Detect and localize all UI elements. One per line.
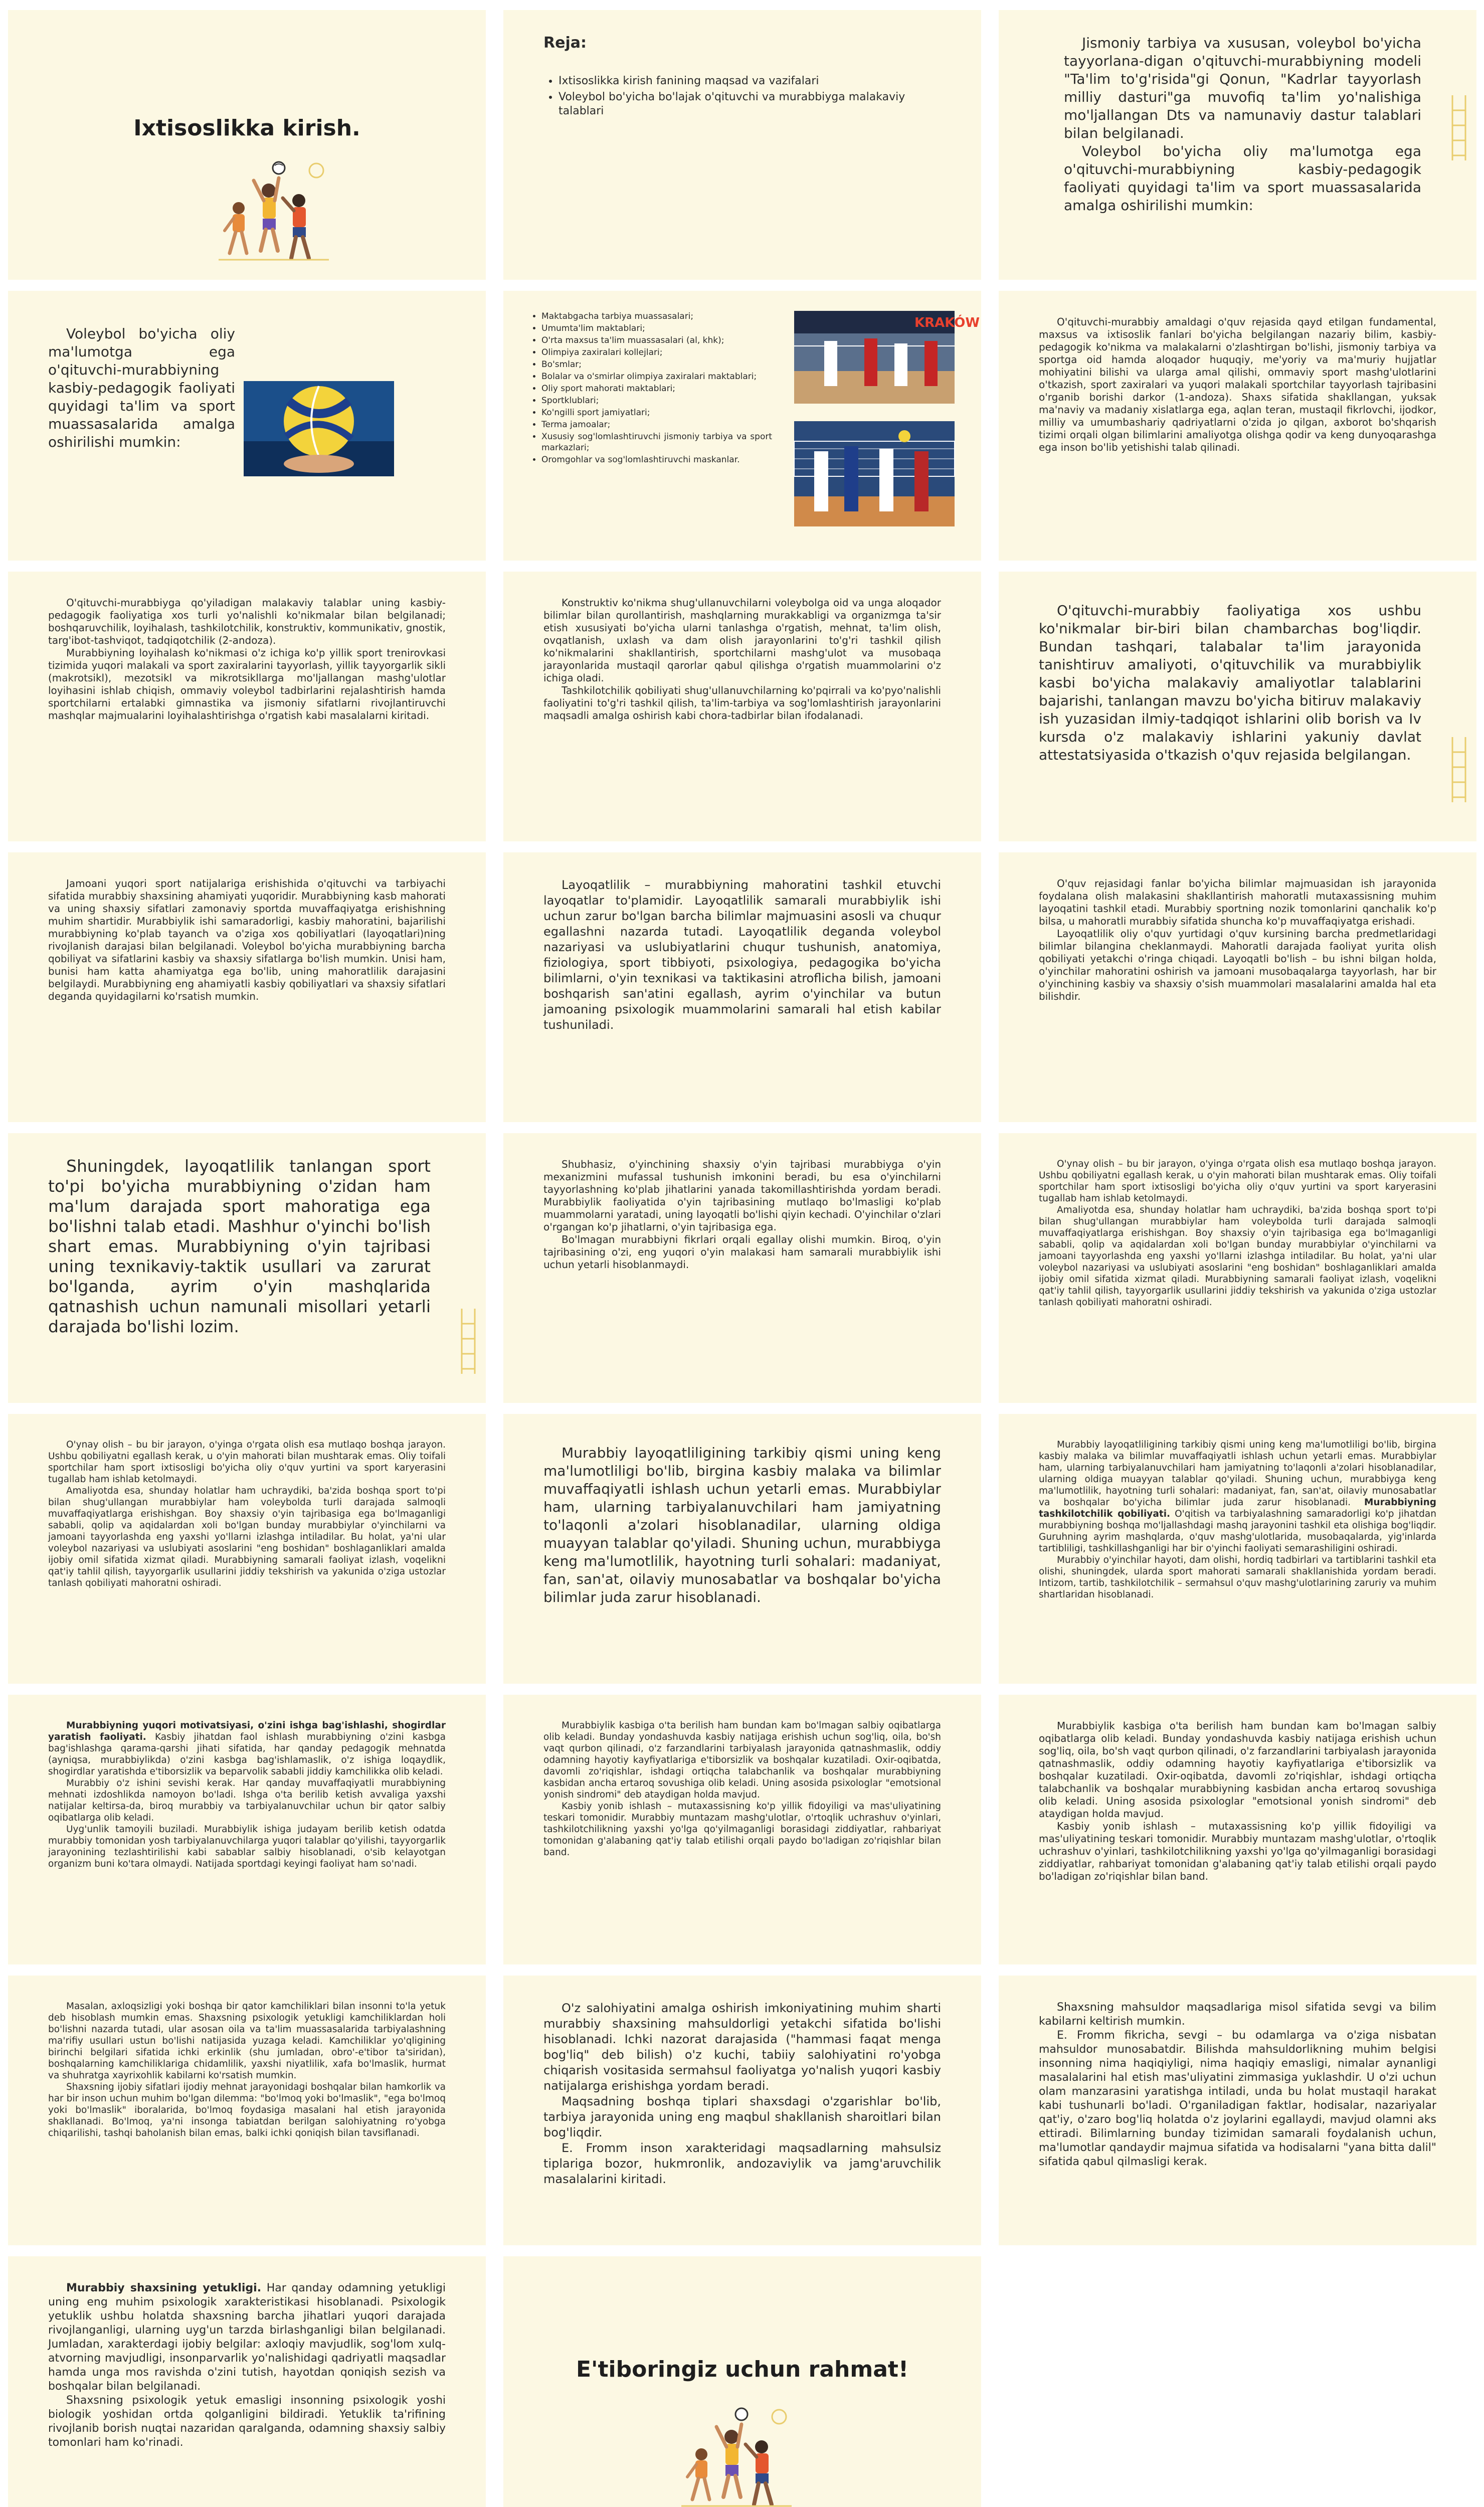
list-item: • Ko'ngilli sport jamiyatlari; <box>541 407 772 418</box>
paragraph: Uyg'unlik tamoyili buziladi. Murabbiylik ishiga judayam berilib ketish odatda murabbiy tomonidan yosh tarbiyalanuvchilarga yuqori talablar qo'yilishi, tayyorgarlik jarayonining tezlashtirilishi kabi sabablar salbiy hisoblanadi, o'sib kelayotgan organizm buni ko'tara olmaydi. Natijada sportdagi keyingi faoliyat ham so'nadi. <box>48 1824 446 1869</box>
list-item: • Oromgohlar va sog'lomlashtiruvchi maskanlar. <box>541 454 772 465</box>
paragraph: Kasbiy yonib ishlash – mutaxassisning ko'p yillik fidoyiligi va mas'uliyatining teskari tomonidir. Murabbiy muntazam mashg'ulotlar, o'rtoqlik uchrashuv o'yinlari, tashkilotchilikning yaxshi yo'lga qo'yilmaganligi borasidagi ziddiyatlar, rahbariyat tomonidan g'alabaning qat'iy talab etilishi orqali paydo bo'ladigan zo'riqishlar bilan band. <box>1039 1820 1436 1882</box>
slide-institutions[interactable] <box>503 291 981 561</box>
slide-burnout-repeat[interactable] <box>999 1695 1476 1964</box>
slide-title-text: Ixtisoslikka kirish. <box>133 115 360 141</box>
list-item: • Olimpiya zaxiralari kollejlari; <box>541 347 772 358</box>
volleyball-players-illustration <box>219 160 334 266</box>
slide-model[interactable] <box>999 10 1476 280</box>
paragraph: E. Fromm fikricha, sevgi – bu odamlarga va o'ziga nisbatan mahsuldor munosabatdir. Bilishda mahsuldorlikning muhim belgisi insonning nima haqiqiyligi, nima haqiqiy emasligi, nimalar aynanligi masalalarini hal etish mas'uliyatini zimmasiga yuklashdir. U o'zi uchun olam manzarasini yaratishga intiladi, unda bu holat mustaqil harakat kabi tushunarli bo'ladi. O'rganiladigan faktlar, hodisalar, nazariyalar qat'iy, o'zaro bog'liq holatda o'z joylarini egallaydi, mavjud olamni aks ettiradi. Bilimlarning bunday tizimidan samarali foydalanish uchun, ma'lumotlar qandaydir majmua sifatida va hodisalarni "yana bitta dalil" sifatida qabul qilmasligi kerak. <box>1039 2029 1436 2168</box>
paragraph: Murabbiylik kasbiga o'ta berilish ham bundan kam bo'lmagan salbiy oqibatlarga olib keladi. Bunday yondashuvda kasbiy natijaga erishish uchun sog'liq, oila, bo'sh vaqt qurbon qilinadi, o'z farzandlarini tarbiyalash jarayonida qatnashmaslik, oddiy odamning hayotiy kayfiyatlariga e'tiborsizlik va boshqalar kuzatiladi. Oxir-oqibatda, davomli zo'riqishlar, ishdagi ortiqcha talabchanlik va boshqalar murabbiyning kasbidan ancha ertaroq sovushiga olib keladi. Uning asosida psixologlar "emotsional yonish sindromi" deb ataydigan holda mavjud. <box>543 1720 941 1800</box>
slide-body <box>48 325 235 451</box>
slide-body <box>543 1444 941 1606</box>
paragraph: O'ynay olish – bu bir jarayon, o'yinga o'rgata olish esa mutlaqo boshqa jarayon. Ushbu qobiliyatni egallash kerak, u o'yin mahorati bilan mushtarak emas. Oliy toifali sportchilar ham sport ixtisosligi bo'yicha oliy o'quv yurtini va sport karyerasini tugallab ham ishlab ketolmaydi. <box>1039 1159 1436 1204</box>
paragraph: Shaxsning mahsuldor maqsadlariga misol sifatida sevgi va bilim kabilarni keltirish mumkin. <box>1039 2001 1436 2028</box>
slide-plan[interactable] <box>503 10 981 280</box>
list-item: • O'rta maxsus ta'lim muassasalari (al, khk); <box>541 335 772 346</box>
slide-title[interactable] <box>8 10 486 280</box>
paragraph: Murabbiy o'z ishini sevishi kerak. Har qanday muvaffaqiyatli murabbiyning mehnati izdoshlikda namoyon bo'ladi. Ishga o'ta berilib ketish avvaliga yaxshi natijalar keltirsa-da, biroq murabbiy va tarbiyalanuvchilar uchun bir qator salbiy oqibatlarga olib keladi. <box>48 1778 446 1823</box>
slide-body <box>543 597 941 722</box>
paragraph: Kasbiy yonib ishlash – mutaxassisning ko'p yillik fidoyiligi va mas'uliyatining teskari tomonidir. Murabbiy muntazam mashg'ulotlar, o'rtoqlik uchrashuv o'yinlari, tashkilotchilikning yaxshi yo'lga qo'yilmaganligi borasidagi ziddiyatlar, rahbariyat tomonidan g'alabaning qat'iy talab etilishi orqali paydo bo'ladigan zo'riqishlar bilan band. <box>543 1801 941 1858</box>
slide-teaching-ability[interactable] <box>999 1133 1476 1403</box>
slide-sport-mastery[interactable] <box>8 1133 486 1403</box>
list-item: • Oliy sport mahorati maktablari; <box>541 383 772 394</box>
paragraph: Konstruktiv ko'nikma shug'ullanuvchilarni voleybolga oid va unga aloqador bilimlar bilan qurollantirish, mashqlarning murakkabligi va organizmga ta'sir etish xususiyati bo'yicha ularni tanlashga o'rgatish, mehnat, ta'lim olish, ovqatlanish, uxlash va dam olish jarayonlarini to'g'ri tashkil qilish ko'nikmalarini shakllantirish, sportchilarni mashg'ulot va musobaqa jarayonlarida mustaqil qarorlar qabul qilishga o'rgatish muammolarini o'z ichiga oladi. <box>543 597 941 684</box>
slide-interconnection[interactable] <box>999 572 1476 841</box>
list-item: • Umumta'lim maktablari; <box>541 323 772 334</box>
slide-productivity[interactable] <box>503 1976 981 2245</box>
slide-thanks[interactable] <box>503 2256 981 2507</box>
paragraph: O'ynay olish – bu bir jarayon, o'yinga o'rgata olish esa mutlaqo boshqa jarayon. Ushbu qobiliyatni egallash kerak, u o'yin mahorati bilan mushtarak emas. Oliy toifali sportchilar ham sport ixtisosligi bo'yicha oliy o'quv yurtini va sport karyerasini tugallab ham ishlab ketolmaydi. <box>48 1440 446 1485</box>
paragraph: Shubhasiz, o'yinchining shaxsiy o'yin tajribasi murabbiyga o'yin mexanizmini mufassal tushunish imkonini beradi, bu esa o'yinchilarni tayyorlashning ko'plab jihatlarini yanada takomillashtirishda yordam beradi. Murabbiylik faoliyatida o'yin tajribasining mutlaqo bo'lmasligi ko'plab muammolarni yaratadi, uning layoqatli bo'lishi qiyin kechadi. O'yinchilar o'zlari o'rgangan ko'p jihatlarni, o'yin tajribasiga ega. <box>543 1158 941 1233</box>
slide-body <box>48 1156 431 1337</box>
slide-body <box>48 597 446 722</box>
paragraph-text: O'qitish va tarbiyalashning samaradorligi ko'p jihatdan murabbiyning boshqa mo'ljallashdagi mashq jarayonini tashkil eta olishiga bog'liqdir. Guruhning ayrim mashqlarda, o'quv mashg'ulotlarida, musobaqalarda, yig'inlarda tartibliligi, tashkillashganligi har bir o'yinchi faoliyati semarashiligini oshiradi. <box>1039 1509 1436 1554</box>
paragraph: Tashkilotchilik qobiliyati shug'ullanuvchilarning ko'pqirrali va ko'pyo'nalishli faoliyatini to'g'ri tashkil qilish, ta'lim-tarbiya va sog'lomlashtirish jarayonlarini maqsadli amalga oshirish kabi chora-tadbirlar bilan ifodalanadi. <box>543 684 941 722</box>
paragraph: O'qituvchi-murabbiyga qo'yiladigan malakaviy talablar uning kasbiy-pedagogik faoliyatiga xos turli yo'nalishli ko'nikmalar bilan belgilanadi; boshqaruvchilik, loyihalash, tashkilotchilik, konstruktiv, kommunikativ, gnostik, targ'ibot-tashviqot, tadqiqotchilik (2-andoza). <box>48 597 446 646</box>
paragraph: Amaliyotda esa, shunday holatlar ham uchraydiki, ba'zida boshqa sport to'pi bilan shug'ullangan murabbiylar ham voleybolda turli darajada salmoqli muvaffaqiyatlarga erishishgan. Boy shaxsiy o'yin tajribasiga ega bo'lmaganligi sababli, qolip va aqidalardan xoli bo'lgan bunday murabbiylar o'yinchilarni va jamoani tayyorlashda eng yaxshi yo'llarni izlashga intiladilar. Bu holat, ya'ni ular voleybol nazariyasi va uslubiyati asoslarini "eng boshidan" boshlaganliklari amalda ijobiy omil sifatida xizmat qiladi. Murabbiyning samarali faoliyat izlash, voqelikni qat'iy tahlil qilish, tayyorgarlik usullarini jiddiy tekshirish va yakunida o'ziga ustozlar tanlash qobiliyati mahoratni oshiradi. <box>48 1486 446 1588</box>
institutions-list <box>528 311 772 466</box>
paragraph-bold-lead: Murabbiyning yuqori motivatsiyasi, o'zini ishga bag'ishlashi, shogirdlar yaratish faoliyati. <box>48 1720 446 1742</box>
slide-body <box>543 2001 941 2187</box>
decorative-lines <box>461 1309 476 1374</box>
paragraph-text: Kasbiy jihatdan faol ishlash murabbiyning o'zini kasbga bag'ishlashga qarama-qarshi jihati sifatida, har qanday pedagogik mehnatda (ayniqsa, murabbiylikda) o'zini kasbga bag'ishlamaslik, o'z ishiga loqaydlik, shogirdlar yaratishda e'tiborsizlik va beparvolik sababli jiddiy kamchilikka olib keladi. <box>48 1732 446 1777</box>
paragraph <box>48 1720 446 1777</box>
slide-body <box>1039 1720 1436 1883</box>
list-item: • Terma jamoalar; <box>541 419 772 430</box>
paragraph: Layoqatlilik oliy o'quv yurtidagi o'quv kursining barcha predmetlaridagi bilimlar bilangina cheklanmaydi. Mahoratli darajada faoliyat yurita olish qobiliyati yetakchi o'ringa chiqadi. Layoqatli bo'lish – bu ishni bilgan holda, o'yinchilar mahoratini oshirish va jamoani musobaqalarga tayyorlash, har bir o'yinchining kasbiy va shaxsiy o'sish muammolari masalalarini amalda hal eta bilishdir. <box>1039 928 1436 1002</box>
slide-body <box>1039 1439 1436 1600</box>
paragraph <box>1039 1439 1436 1554</box>
paragraph: Voleybol bo'yicha oliy ma'lumotga ega o'qituvchi-murabbiyning kasbiy-pedagogik faoliyati quyidagi ta'lim va sport muassasalarida amalga oshirilishi mumkin: <box>48 325 235 450</box>
slide-body <box>1039 1158 1436 1308</box>
slide-body <box>1039 2001 1436 2169</box>
slide-body <box>48 877 446 1003</box>
volleyball-match-photo-bottom <box>794 421 955 526</box>
paragraph-bold-lead: Murabbiyning tashkilotchilik qobiliyati. <box>1039 1497 1436 1519</box>
paragraph: O'qituvchi-murabbiy faoliyatiga xos ushbu ko'nikmalar bir-biri bilan chambarchas bog'liqdir. Bundan tashqari, talabalar ta'lim jarayonida tanishtiruv amaliyoti, o'qituvchilik va murabbiylik kasbi bo'yicha malakaviy amaliyotlar talablarini bajarishi, tanlangan mavzu bo'yicha bitiruv malakaviy ish yuzasidan ilmiy-tadqiqot ishlarini olib borish va Iv kursda o'z malakaviy ishlarini yakuniy davlat attestatsiyasida o'tkazish o'quv rejasida belgilangan. <box>1039 602 1421 763</box>
slide-body <box>48 2001 446 2139</box>
slide-body <box>48 1439 446 1589</box>
slide-body <box>1039 316 1436 454</box>
plan-list <box>543 74 926 120</box>
paragraph: Murabbiy o'yinchilar hayoti, dam olishi, hordiq tadbirlari va tartiblarini tashkil eta olishi, shuningdek, ularda sport mahorati samarali shakllanishida yordam beradi. Intizom, tartib, tashkilotchilik – sermahsul o'quv mashg'ulotlarining zaruriy va muhim shartlaridan hisoblanadi. <box>1039 1555 1436 1600</box>
paragraph: Maqsadning boshqa tiplari shaxsdagi o'zgarishlar bo'lib, tarbiya jarayonida uning eng maqbul shakllanish sharoitlari bilan bog'liqdir. <box>543 2094 941 2139</box>
list-item: • Bo'smlar; <box>541 359 772 370</box>
volleyball-photo <box>244 381 394 476</box>
paragraph: Bo'lmagan murabbiyni fikrlari orqali egallay olishi mumkin. Biroq, o'yin tajribasining o'zi, eng yuqori o'yin malakasi ham samarali murabbiylik ishi uchun yetarli hisoblanmaydi. <box>543 1233 941 1271</box>
paragraph: O'quv rejasidagi fanlar bo'yicha bilimlar majmuasidan ish jarayonida foydalana olish malakasini shakllantirish mahoratli mutaxassisning muhim layoqatini tashkil etadi. Murabbiy sportning nozik tomonlarini qanchalik ko'p bilsa, u mahoratli murabbiy sifatida shuncha ko'p muvaffaqiyatga erishadi. <box>1039 877 1436 927</box>
slide-body <box>48 2281 446 2450</box>
slide-design-skills[interactable] <box>8 572 486 841</box>
slide-knowledge[interactable] <box>999 852 1476 1122</box>
list-item: • Xususiy sog'lomlashtiruvchi jismoniy tarbiya va sport markazlari; <box>541 431 772 453</box>
paragraph: Shaxsning psixologik yetuk emasligi insonning psixologik yoshi biologik yoshidan ortda qolganligini bildiradi. Yetuklik ta'rifining rivojlanib borish nuqtai nazaridan qaralganda, odamning shaxsiy salbiy tomonlari ham ko'rinadi. <box>48 2394 446 2449</box>
plan-item: • Voleybol bo'yicha bo'lajak o'qituvchi va murabbiyga malakaviy talablari <box>559 90 926 118</box>
slide-body <box>1039 877 1436 1003</box>
slide-productive-goals[interactable] <box>999 1976 1476 2245</box>
slide-competence[interactable] <box>503 852 981 1122</box>
paragraph: Shaxsning ijobiy sifatlari ijodiy mehnat jarayonidagi boshqalar bilan hamkorlik va har bir inson uchun muhim bo'lgan dilemma: "bo'lmoq yoki bo'lmaslik", "ega bo'lmoq yoki bo'lmaslik" iboralarida, bo'lmoq foydasiga masalani hal etish jarayonida shakllanadi. Bo'lmoq, ya'ni insonga tabiatdan berilgan salohiyatning ro'yobga chiqarilishi, tashqi baholanish bilan emas, balki ichki qoniqish bilan tavsiflanadi. <box>48 2082 446 2138</box>
slide-playing-experience[interactable] <box>503 1133 981 1403</box>
slide-organizational[interactable] <box>999 1414 1476 1684</box>
list-item: • Maktabgacha tarbiya muassasalari; <box>541 311 772 322</box>
slide-coach-personality[interactable] <box>8 852 486 1122</box>
plan-heading: Reja: <box>543 34 587 52</box>
paragraph <box>48 2281 446 2394</box>
slide-burnout[interactable] <box>503 1695 981 1964</box>
paragraph: E. Fromm inson xarakteridagi maqsadlarning mahsulsiz tiplariga bozor, hukmronlik, andozaviylik va jamg'aruvchilik masalalarini kiritadi. <box>543 2141 941 2186</box>
volleyball-match-photo-top <box>794 311 980 404</box>
paragraph: Murabbiylik kasbiga o'ta berilish ham bundan kam bo'lmagan salbiy oqibatlarga olib keladi. Bunday yondashuvda kasbiy natijaga erishish uchun sog'liq, oila, bo'sh vaqt qurbon qilinadi, o'z farzandlarini tarbiyalash jarayonida qatnashmaslik, oddiy odamning hayotiy kayfiyatlariga e'tiborsizlik va boshqalar kuzatiladi. Oxir-oqibatda, davomli zo'riqishlar, ishdagi ortiqcha talabchanlik va boshqalar murabbiyning kasbidan ancha ertaroq sovushiga olib keladi. Uning asosida psixologlar "emotsional yonish sindromi" deb ataydigan holda mavjud. <box>1039 1720 1436 1820</box>
paragraph: Jamoani yuqori sport natijalariga erishishida o'qituvchi va tarbiyachi sifatida murabbiy shaxsining ahamiyati yuqoridir. Murabbiyning kasb mahorati va uning shaxsiy sifatlari zamonaviy sportda muvaffaqiyatga erishishning muhim shartidir. Murabbiylik ishi samaradorligi, kasbiy mahoratini, bajarilishi murabbiyning ko'plab tayanch va o'ziga xos qobiliyatlari (layoqatlari)ning rivojlanish darajasi bilan belgilanadi. Voleybol bo'yicha murabbiyning barcha qobiliyat va sifatlarini kasbiy va shaxsiy sifatlarga bo'lish mumkin. Unisi ham, bunisi ham katta ahamiyatga ega bo'lib, uning mahoratlilik darajasini belgilaydi. Murabbiyning eng ahamiyatli kasbiy qobiliyatlari va shaxsiy sifatlari deganda quyidagilarni ko'rsatish mumkin. <box>48 877 446 1002</box>
paragraph: Voleybol bo'yicha oliy ma'lumotga ega o'qituvchi-murabbiyning kasbiy-pedagogik faoliyati quyidagi ta'lim va sport muassasalarida amalga oshirilishi mumkin: <box>1064 143 1421 214</box>
slide-motivation[interactable] <box>8 1695 486 1964</box>
paragraph: Amaliyotda esa, shunday holatlar ham uchraydiki, ba'zida boshqa sport to'pi bilan shug'ullangan murabbiylar ham voleybolda turli darajada salmoqli muvaffaqiyatlarga erishishgan. Boy shaxsiy o'yin tajribasiga ega bo'lmaganligi sababli, qolip va aqidalardan xoli bo'lgan bunday murabbiylar o'yinchilarni va jamoani tayyorlashda eng yaxshi yo'llarni izlashga intiladilar. Bu holat, ya'ni ular voleybol nazariyasi va uslubiyati asoslarini "eng boshidan" boshlaganliklari amalda ijobiy omil sifatida xizmat qiladi. Murabbiyning samarali faoliyat izlash, voqelikni qat'iy tahlil qilish, tayyorgarlik usullarini jiddiy tekshirish va yakunida o'ziga ustozlar tanlash qobiliyati mahoratni oshiradi. <box>1039 1205 1436 1308</box>
paragraph: Shuningdek, layoqatlilik tanlangan sport to'pi bo'yicha murabbiyning o'zidan ham ma'lum darajada sport mahoratiga ega bo'lishni talab etadi. Mashhur o'yinchi bo'lish shart emas. Murabbiyning o'yin tajribasi uning texnikaviy-taktik usullari va zarurat bo'lganda, ayrim o'yin mashqlarida qatnashish uchun namunali misollari yetarli darajada bo'lishi lozim. <box>48 1156 431 1336</box>
decorative-lines <box>1451 737 1466 802</box>
volleyball-players-illustration <box>681 2407 797 2507</box>
paragraph-bold-lead: Murabbiy shaxsining yetukligi. <box>66 2282 262 2294</box>
slide-body <box>48 1720 446 1870</box>
paragraph: Masalan, axloqsizligi yoki boshqa bir qator kamchiliklari bilan insonni to'la yetuk deb hisoblash mumkin emas. Shaxsning psixologik yetukligi kamchiliklardan holi bo'lishni nazarda tutadi, ular asosan oila va ta'lim muassasalarida tarbiyalashning ma'rifiy usullari ustun bo'lishi natijasida yuzaga keladi. Kamchiliklar yo'qligining birinchi belgilari sifatida ichki erkinlik (shu jumladan, obro'-e'tibor ta'siridan), boshqalarning kamchiliklariga chidamlilik, yaxshi niyatlilik, xafa bo'lmaslik, hurmat va shuhratga xayrixohlik kabilarni ko'rsatish mumkin. <box>48 2001 446 2081</box>
slide-body <box>1064 34 1421 215</box>
slide-maturity-traits[interactable] <box>8 1976 486 2245</box>
paragraph: Jismoniy tarbiya va xususan, voleybol bo'yicha tayyorlana-digan o'qituvchi-murabbiyning modeli "Ta'lim to'g'risida"gi Qonun, "Kadrlar tayyorlash milliy dasturi"ga muvofiq ta'lim yo'nalishiga mo'ljallangan Dts va namunaviy dastur talablari bilan belgilanadi. <box>1064 35 1421 141</box>
list-item: • Sportklublari; <box>541 395 772 406</box>
slide-maturity[interactable] <box>8 2256 486 2507</box>
slide-body <box>543 877 941 1033</box>
slide-requirements[interactable] <box>999 291 1476 561</box>
paragraph-text: Murabbiy layoqatliligining tarkibiy qismi uning keng ma'lumotliligi bo'lib, birgina kasbiy malaka va bilimlar muvaffaqiyatli ishlash uchun yetarli emas. Murabbiylar ham, ularning tarbiyalanuvchilari ham jamiyatning to'laqonli a'zolari hisoblanadilar, ularning oldiga muayyan talablar qo'yiladi. Shuning uchun, murabbiyga keng ma'lumotlilik, hayotning turli sohalari: madaniyat, fan, san'at, oilaviy munosabatlar va boshqalar bo'yicha bilimlar juda zarur hisoblanadi. <box>1039 1440 1436 1508</box>
slide-body <box>1039 602 1421 764</box>
slide-erudition[interactable] <box>503 1414 981 1684</box>
paragraph: Murabbiy layoqatliligining tarkibiy qismi uning keng ma'lumotliligi bo'lib, birgina kasbiy malaka va bilimlar muvaffaqiyatli ishlash uchun yetarli emas. Murabbiylar ham, ularning tarbiyalanuvchilari ham jamiyatning to'laqonli a'zolari hisoblanadilar, ularning oldiga muayyan talablar qo'yiladi. Shuning uchun, murabbiyga keng ma'lumotlilik, hayotning turli sohalari: madaniyat, fan, san'at, oilaviy munosabatlar va boshqalar bo'yicha bilimlar juda zarur hisoblanadi. <box>543 1445 941 1605</box>
slide-volleyball[interactable] <box>8 291 486 561</box>
paragraph: Murabbiyning loyihalash ko'nikmasi o'z ichiga ko'p yillik sport trenirovkasi tizimida yuqori malakali va sport zaxiralarini tayyorlash, yillik tayyorgarlik sikli (makrotsikl), mezotsikl va mikrotsikllarga mo'ljallangan mashg'ulotlar loyihasini ishlab chiqish, ommaviy voleybol tadbirlarini rejalashtirish hamda sportchilarni ertalabki gimnastika va jismoniy sifatlarni rivojlantiruvchi mashqlar majmualarini loyihalashtirishga o'rgatish kabi masalalarni kiritadi. <box>48 647 446 722</box>
slide-constructive[interactable] <box>503 572 981 841</box>
paragraph-text: Har qanday odamning yetukligi uning eng muhim psixologik xarakteristikasi hisoblanadi. Psixologik yetuklik ushbu holatda shaxsning barcha jihatlari yuqori darajada rivojlanganligi, ularning uyg'un tarzda birlashganligi bilan belgilanadi. Jumladan, xarakterdagi ijobiy belgilar: axloqiy mavjudlik, sog'lom xulq-atvorning mavjudligi, insonparvarlik yo'nalishidagi qadriyatli maqsadlar hamda unga mos ravishda o'zini tutish, hayotdan qoniqish sezish va boshqalar bilan belgilanadi. <box>48 2282 446 2393</box>
paragraph: Layoqatlilik – murabbiyning mahoratini tashkil etuvchi layoqatlar to'plamidir. Layoqatlilik samarali murabbiylik ishi uchun zarur bo'lgan barcha bilimlar majmuasini asosli va chuqur egallashni nazarda tutadi. Layoqatlilik deganda voleybol nazariyasi va uslubiyatlarini chuqur tushunish, anatomiya, fiziologiya, sport tibbiyoti, psixologiya, pedagogika bo'yicha bilimlarni, o'yin texnikasi va taktikasini atroflicha bilish, jamoani boshqarish san'atini egallash, ayrim o'yinchilar va butun jamoaning psixologik muammolarini samarali hal etish kabilar tushuniladi. <box>543 878 941 1032</box>
slide-body <box>543 1158 941 1271</box>
slide-teaching-ability-repeat[interactable] <box>8 1414 486 1684</box>
paragraph: O'z salohiyatini amalga oshirish imkoniyatining muhim sharti murabbiy shaxsining mahsuldorligi yetakchi sifatida bo'lishi hisoblanadi. Ichki nazorat darajasida ("hammasi faqat menga bog'liq" deb bilish) o'z kuchi, tabiiy salohiyatini ro'yobga chiqarish vositasida sermahsul faoliyatga yo'nalish yuqori kasbiy natijalarga erishishga yordam beradi. <box>543 2001 941 2093</box>
banner-text: KRAKÓW <box>914 315 980 330</box>
paragraph: O'qituvchi-murabbiy amaldagi o'quv rejasida qayd etilgan fundamental, maxsus va ixtisoslik fanlari bo'yicha belgilangan nazariy bilim, kasbiy-pedagogik ko'nikma va malakalarni o'zlashtirgan bo'lishi, jismoniy tarbiya va sportga oid hamda aloqador huquqiy, me'yoriy va ma'muriy hujjatlar mohiyatini bilishi va ularga amal qilishi, ommaviy sport mashg'ulotlarini o'tkazish, sport zaxiralari va yuqori malakali sportchilar tayyorlash tajribasini o'rganib borishi darkor (1-andoza). Shaxs sifatida shakllangan, yuksak ma'naviy va madaniy xislatlarga ega, aqlan teran, mustaqil fikrlovchi, ijodkor, milliy va umumbashariy qadriyatlarni o'zida jo qilgan, axborot bo'shqarish tizimi orqali olgan bilimlarini amaliyotga olishga qodir va keng dunyoqarashga ega inson bo'lib yetishishi talab qilinadi. <box>1039 316 1436 453</box>
list-item: • Bolalar va o'smirlar olimpiya zaxiralari maktablari; <box>541 371 772 382</box>
slide-body <box>543 1720 941 1858</box>
plan-item: • Ixtisoslikka kirish fanining maqsad va vazifalari <box>559 74 926 88</box>
thanks-title: E'tiboringiz uchun rahmat! <box>576 2357 909 2382</box>
decorative-lines <box>1451 95 1466 160</box>
